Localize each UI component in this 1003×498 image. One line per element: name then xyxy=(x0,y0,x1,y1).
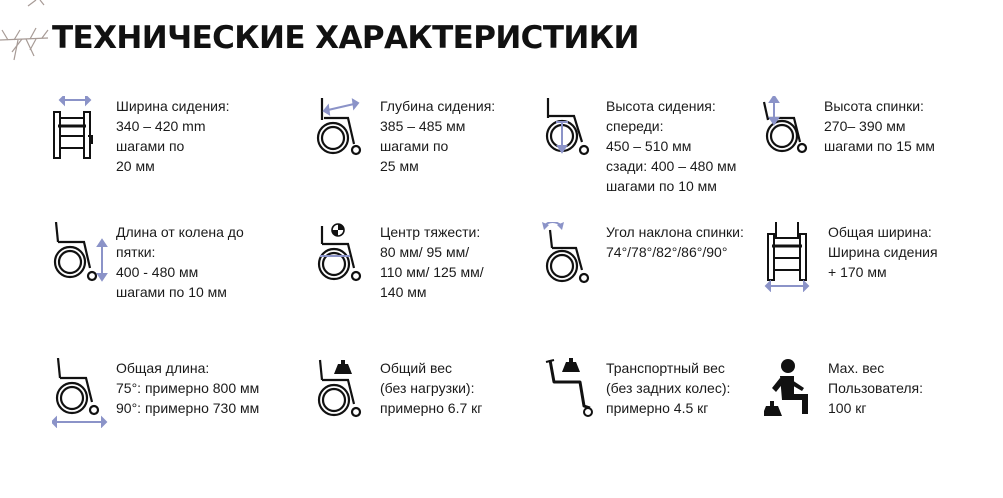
spec-line: 340 – 420 mm xyxy=(116,118,206,134)
spec-line: (без задних колес): xyxy=(606,380,731,396)
spec-line: Ширина сидения: xyxy=(116,98,230,114)
spec-line: 25 мм xyxy=(380,158,419,174)
transport-weight-icon xyxy=(542,358,604,428)
spec-line: 110 мм/ 125 мм/ xyxy=(380,264,484,280)
backrest-angle-icon xyxy=(542,222,604,292)
spec-line: 80 мм/ 95 мм/ xyxy=(380,244,470,260)
spec-overall-width xyxy=(764,222,1003,332)
spec-seat-height xyxy=(542,96,782,206)
spec-line: Общий вес xyxy=(380,360,453,376)
spec-line: Высота сидения: xyxy=(606,98,716,114)
center-of-gravity-icon xyxy=(316,222,378,292)
page-title: ТЕХНИЧЕСКИЕ ХАРАКТЕРИСТИКИ xyxy=(52,20,639,56)
spec-line: шагами по xyxy=(380,138,449,154)
spec-line: Общая длина: xyxy=(116,360,210,376)
spec-center-of-gravity xyxy=(316,222,556,332)
spec-line: Глубина сидения: xyxy=(380,98,496,114)
spec-line: Max. вес xyxy=(828,360,885,376)
spec-line: 450 – 510 мм xyxy=(606,138,692,154)
spec-line: 75°: примерно 800 мм xyxy=(116,380,260,396)
decorative-branch-icon xyxy=(0,0,52,72)
total-weight-icon xyxy=(316,358,378,428)
spec-line: + 170 мм xyxy=(828,264,887,280)
spec-line: пятки: xyxy=(116,244,156,260)
spec-transport-weight xyxy=(542,358,782,468)
knee-to-heel-icon xyxy=(52,222,114,292)
spec-line: шагами по 10 мм xyxy=(116,284,227,300)
seat-height-icon xyxy=(542,96,604,166)
max-user-weight-icon xyxy=(764,358,826,428)
spec-max-user-weight xyxy=(764,358,1003,468)
spec-total-weight xyxy=(316,358,556,468)
back-height-icon xyxy=(760,96,822,166)
spec-line: 400 - 480 мм xyxy=(116,264,199,280)
spec-line: сзади: 400 – 480 мм xyxy=(606,158,737,174)
spec-seat-width xyxy=(52,96,292,206)
spec-line: Пользователя: xyxy=(828,380,924,396)
spec-line: Транспортный вес xyxy=(606,360,725,376)
seat-width-icon xyxy=(52,96,114,166)
spec-line: примерно 6.7 кг xyxy=(380,400,483,416)
spec-line: Общая ширина: xyxy=(828,224,932,240)
spec-line: 385 – 485 мм xyxy=(380,118,466,134)
spec-line: Длина от колена до xyxy=(116,224,244,240)
spec-line: 100 кг xyxy=(828,400,867,416)
spec-line: 140 мм xyxy=(380,284,427,300)
spec-line: Высота спинки: xyxy=(824,98,924,114)
spec-back-height xyxy=(760,96,1000,206)
spec-line: шагами по 15 мм xyxy=(824,138,935,154)
spec-line: шагами по xyxy=(116,138,185,154)
spec-overall-length xyxy=(52,358,292,468)
spec-line: 20 мм xyxy=(116,158,155,174)
spec-knee-to-heel xyxy=(52,222,292,332)
spec-backrest-angle xyxy=(542,222,782,332)
spec-line: Ширина сидения xyxy=(828,244,938,260)
spec-line: Угол наклона спинки: xyxy=(606,224,744,240)
spec-line: примерно 4.5 кг xyxy=(606,400,709,416)
spec-line: Центр тяжести: xyxy=(380,224,481,240)
seat-depth-icon xyxy=(316,96,378,166)
spec-line: (без нагрузки): xyxy=(380,380,475,396)
overall-width-icon xyxy=(764,222,826,292)
overall-length-icon xyxy=(52,358,114,428)
spec-line: 74°/78°/82°/86°/90° xyxy=(606,244,728,260)
spec-line: 270– 390 мм xyxy=(824,118,906,134)
spec-line: 90°: примерно 730 мм xyxy=(116,400,260,416)
spec-line: шагами по 10 мм xyxy=(606,178,717,194)
spec-seat-depth xyxy=(316,96,556,206)
spec-line: спереди: xyxy=(606,118,664,134)
